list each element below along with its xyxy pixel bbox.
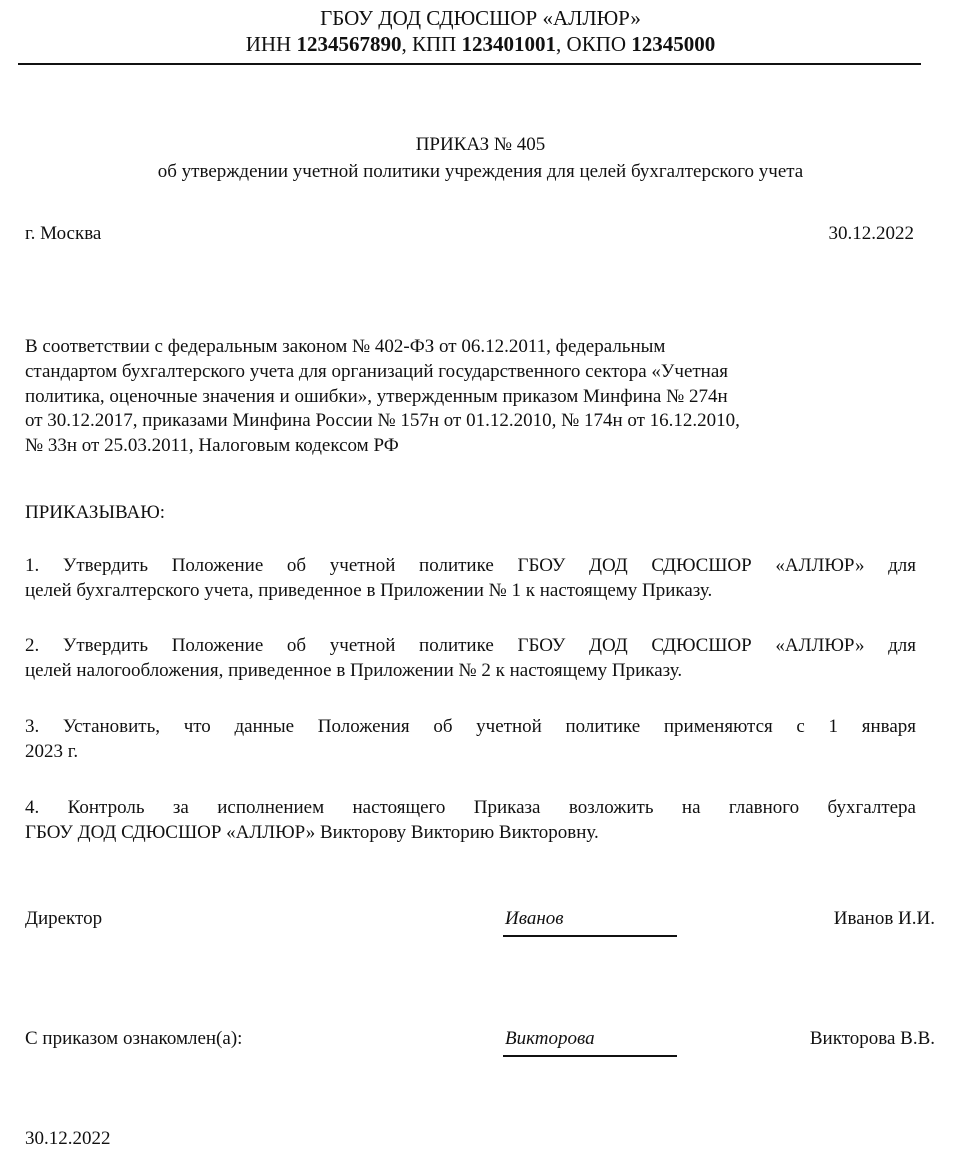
signature-line: Викторова [503,1027,677,1057]
order-item-line: 1. Утвердить Положение об учетной политике ГБОУ ДОД СДЮСШОР «АЛЛЮР» для [25,555,916,576]
order-item-line: 2. Утвердить Положение об учетной политике ГБОУ ДОД СДЮСШОР «АЛЛЮР» для [25,635,916,656]
acknowledgement-date: 30.12.2022 [25,1128,111,1149]
kpp-label: , КПП [401,32,462,56]
okpo-label: , ОКПО [556,32,632,56]
signature-role: Директор [25,908,103,929]
ordering-word: ПРИКАЗЫВАЮ: [25,502,166,523]
preamble-line: от 30.12.2017, приказами Минфина России № 157н от 01.12.2010, № 174н от 16.12.2010, [25,410,740,432]
order-item-line: ГБОУ ДОД СДЮСШОР «АЛЛЮР» Викторову Викторию Викторовну. [25,822,599,843]
order-title: ПРИКАЗ № 405 [415,134,546,155]
order-city: г. Москва [25,223,102,244]
signature-role: С приказом ознакомлен(а): [25,1028,243,1049]
letterhead-divider [18,63,921,65]
order-item-4 [25,795,916,845]
preamble-line: стандартом бухгалтерского учета для организаций государственного сектора «Учетная [25,360,729,382]
preamble-line: В соответствии с федеральным законом № 402-ФЗ от 06.12.2011, федеральным [25,336,666,357]
preamble-paragraph [25,335,925,459]
order-subject: об утверждении учетной политики учреждения для целей бухгалтерского учета [157,161,804,182]
order-item-1 [25,553,916,603]
inn-value: 1234567890 [296,32,402,56]
director-signature-row [25,907,935,947]
order-item-line: целей бухгалтерского учета, приведенное в Приложении № 1 к настоящему Приказу. [25,580,713,601]
inn-label: ИНН [245,32,297,56]
signatory-name: Иванов И.И. [833,908,935,929]
signature-line: Иванов [503,907,677,937]
kpp-value: 123401001 [461,32,557,56]
order-item-line: 2023 г. [25,741,79,762]
order-item-3 [25,714,916,764]
preamble-line: № 33н от 25.03.2011, Налоговым кодексом РФ [25,435,399,457]
signatory-name: Викторова В.В. [809,1028,935,1049]
order-date: 30.12.2022 [828,223,914,244]
order-item-line: 3. Установить, что данные Положения об учетной политике применяются с 1 января [25,716,916,737]
organization-codes [0,31,961,57]
order-item-line: целей налогообложения, приведенное в Приложении № 2 к настоящему Приказу. [25,660,683,681]
acknowledgement-signature-row [25,1027,935,1067]
organization-name: ГБОУ ДОД СДЮСШОР «АЛЛЮР» [320,6,641,30]
order-item-2 [25,633,916,683]
preamble-line: политика, оценочные значения и ошибки», утвержденным приказом Минфина № 274н [25,385,728,407]
order-item-line: 4. Контроль за исполнением настоящего Приказа возложить на главного бухгалтера [25,797,916,818]
okpo-value: 12345000 [631,32,716,56]
